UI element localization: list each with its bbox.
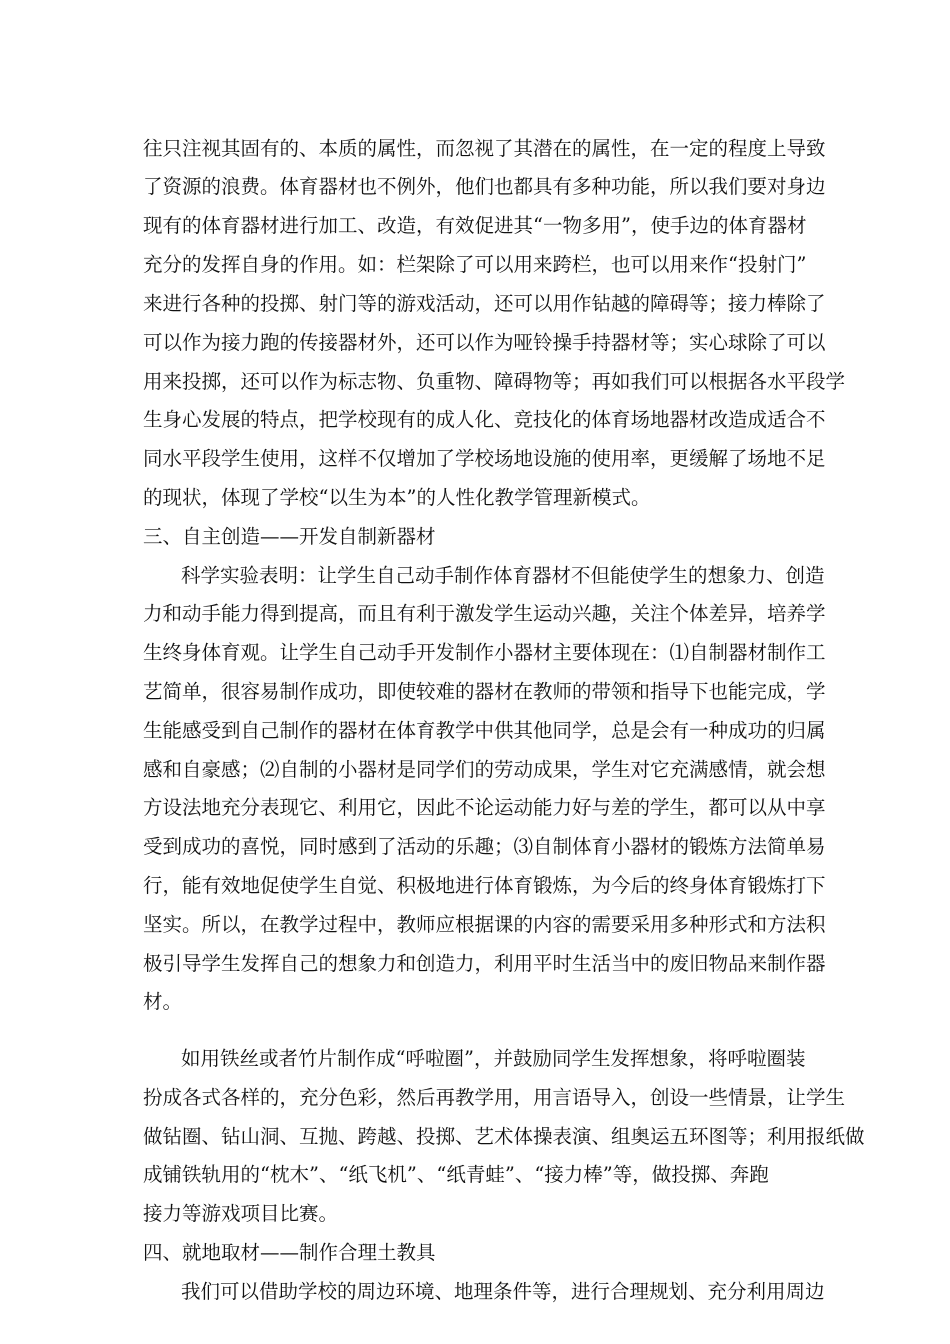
- paragraph-line: 科学实验表明：让学生自己动手制作体育器材不但能使学生的想象力、创造: [181, 564, 825, 587]
- paragraph-line: 生终身体育观。让学生自己动手开发制作小器材主要体现在：⑴自制器材制作工: [143, 641, 826, 664]
- paragraph-line: 方设法地充分表现它、利用它，因此不论运动能力好与差的学生，都可以从中享: [143, 796, 826, 819]
- paragraph-line: 我们可以借助学校的周边环境、地理条件等，进行合理规划、充分利用周边: [181, 1280, 825, 1303]
- paragraph-line: 行，能有效地促使学生自觉、积极地进行体育锻炼，为今后的终身体育锻炼打下: [143, 874, 826, 897]
- paragraph-line: 了资源的浪费。体育器材也不例外，他们也都具有多种功能，所以我们要对身边: [143, 175, 826, 198]
- paragraph-line: 力和动手能力得到提高，而且有利于激发学生运动兴趣，关注个体差异，培养学: [143, 602, 826, 625]
- paragraph-line: 现有的体育器材进行加工、改造，有效促进其“一物多用”，使手边的体育器材: [143, 214, 807, 237]
- section-heading-3: 三、自主创造——开发自制新器材: [143, 525, 436, 548]
- paragraph-line: 同水平段学生使用，这样不仅增加了学校场地设施的使用率，更缓解了场地不足: [143, 447, 826, 470]
- paragraph-line: 往只注视其固有的、本质的属性，而忽视了其潜在的属性，在一定的程度上导致: [143, 137, 826, 160]
- paragraph-line: 接力等游戏项目比赛。: [143, 1202, 339, 1225]
- paragraph-line: 做钻圈、钻山洞、互抛、跨越、投掷、艺术体操表演、组奥运五环图等；利用报纸做: [143, 1125, 865, 1148]
- paragraph-line: 成铺铁轨用的“枕木”、“纸飞机”、“纸青蛙”、“接力棒”等，做投掷、奔跑: [143, 1163, 769, 1186]
- paragraph-line: 艺简单，很容易制作成功，即使较难的器材在教师的带领和指导下也能完成，学: [143, 680, 826, 703]
- paragraph-line: 坚实。所以，在教学过程中，教师应根据课的内容的需要采用多种形式和方法积: [143, 913, 826, 936]
- paragraph-line: 生身心发展的特点，把学校现有的成人化、竞技化的体育场地器材改造成适合不: [143, 408, 826, 431]
- paragraph-line: 充分的发挥自身的作用。如：栏架除了可以用来跨栏，也可以用来作“投射门”: [143, 253, 807, 276]
- paragraph-line: 受到成功的喜悦，同时感到了活动的乐趣；⑶自制体育小器材的锻炼方法简单易: [143, 835, 826, 858]
- paragraph-line: 用来投掷，还可以作为标志物、负重物、障碍物等；再如我们可以根据各水平段学: [143, 370, 846, 393]
- paragraph-line: 来进行各种的投掷、射门等的游戏活动，还可以用作钻越的障碍等；接力棒除了: [143, 292, 826, 315]
- paragraph-line: 感和自豪感；⑵自制的小器材是同学们的劳动成果，学生对它充满感情，就会想: [143, 758, 826, 781]
- paragraph-line: 如用铁丝或者竹片制作成“呼啦圈”，并鼓励同学生发挥想象，将呼啦圈装: [181, 1047, 806, 1070]
- paragraph-line: 可以作为接力跑的传接器材外，还可以作为哑铃操手持器材等；实心球除了可以: [143, 331, 826, 354]
- paragraph-line: 极引导学生发挥自己的想象力和创造力，利用平时生活当中的废旧物品来制作器: [143, 952, 826, 975]
- paragraph-line: 的现状，体现了学校“以生为本”的人性化教学管理新模式。: [143, 486, 651, 509]
- paragraph-line: 生能感受到自己制作的器材在体育教学中供其他同学，总是会有一种成功的归属: [143, 719, 826, 742]
- paragraph-line: 材。: [143, 990, 183, 1013]
- paragraph-line: 扮成各式各样的，充分色彩，然后再教学用，用言语导入，创设一些情景，让学生: [143, 1086, 846, 1109]
- section-heading-4: 四、就地取材——制作合理土教具: [143, 1241, 436, 1264]
